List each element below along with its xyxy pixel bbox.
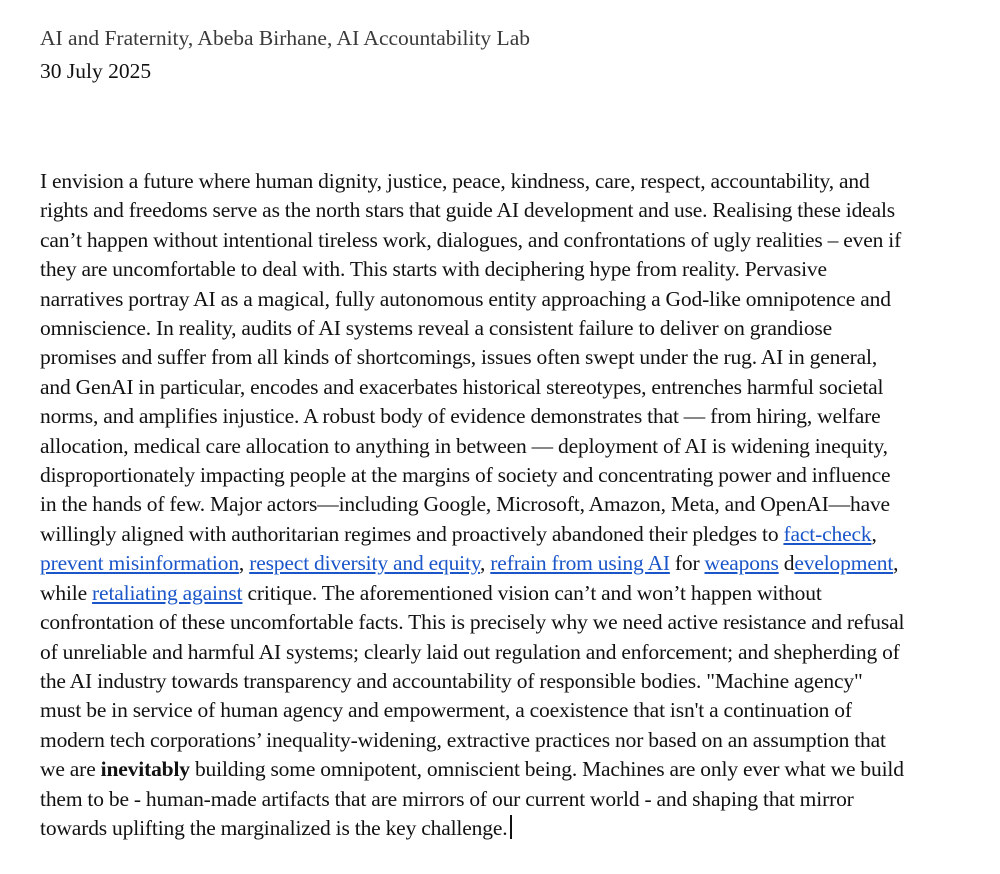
document-title: AI and Fraternity, Abeba Birhane, AI Accountability Lab [40, 26, 530, 50]
text-segment: for [669, 551, 705, 576]
text-segment: , [480, 551, 491, 576]
text-cursor [510, 815, 512, 839]
text-line: I envision a future where human dignity, justice, peace, kindness, care, respect, accountability, and [40, 169, 870, 193]
text-line: rights and freedoms serve as the north stars that guide AI development and use. Realising these ideals [40, 198, 896, 223]
text-segment: we are [40, 757, 101, 782]
text-line [40, 579, 970, 608]
text-segment: , [238, 551, 250, 576]
link-development[interactable]: evelopment [794, 551, 894, 576]
link-prevent-misinformation[interactable]: prevent misinformation [40, 551, 239, 576]
text-segment: while [40, 580, 93, 605]
text-line: omniscience. In reality, audits of AI systems reveal a consistent failure to deliver on grandiose [40, 316, 833, 341]
text-segment: d [778, 551, 795, 576]
text-segment: willingly aligned with authoritarian regimes and proactively abandoned their pledges to [40, 521, 784, 546]
text-line [40, 814, 970, 843]
text-segment: , [871, 521, 877, 546]
text-segment: critique. The aforementioned vision can’t and won’t happen without [242, 580, 822, 605]
link-retaliating-against[interactable]: retaliating against [92, 580, 243, 605]
document-date: 30 July 2025 [40, 59, 152, 83]
text-line: promises and suffer from all kinds of shortcomings, issues often swept under the rug. AI in general, [40, 345, 878, 370]
text-line: them to be - human-made artifacts that are mirrors of our current world - and shaping that mirror [40, 786, 854, 811]
text-line: and GenAI in particular, encodes and exacerbates historical stereotypes, entrenches harmful societal [40, 374, 884, 399]
text-line [40, 520, 970, 549]
text-line: can’t happen without intentional tireless work, dialogues, and confrontations of ugly realities – even if [40, 227, 902, 252]
text-line: confrontation of these uncomfortable facts. This is precisely why we need active resistance and refusal [40, 610, 905, 635]
text-line: they are uncomfortable to deal with. This starts with deciphering hype from reality. Pervasive [40, 257, 827, 282]
text-segment: , [893, 551, 899, 576]
text-line: the AI industry towards transparency and accountability of responsible bodies. "Machine agency" [40, 668, 863, 693]
text-line: norms, and amplifies injustice. A robust body of evidence demonstrates that — from hiring, welfare [40, 404, 881, 429]
text-line: disproportionately impacting people at the margins of society and concentrating power and influence [40, 463, 891, 488]
text-line [40, 755, 970, 784]
text-line: of unreliable and harmful AI systems; clearly laid out regulation and enforcement; and shepherding of [40, 639, 900, 664]
bold-emphasis: inevitably [100, 757, 190, 782]
text-segment: building some omnipotent, omniscient being. Machines are only ever what we build [189, 757, 904, 782]
text-line: allocation, medical care allocation to anything in between — deployment of AI is widening inequity, [40, 433, 888, 458]
text-segment: towards uplifting the marginalized is the key challenge. [40, 815, 508, 840]
link-fact-check[interactable]: fact-check [783, 521, 872, 546]
text-line: modern tech corporations’ inequality-widening, extractive practices nor based on an assumption that [40, 727, 886, 752]
text-line [40, 549, 970, 578]
text-line: in the hands of few. Major actors—including Google, Microsoft, Amazon, Meta, and OpenAI—have [40, 492, 890, 517]
link-weapons[interactable]: weapons [704, 551, 779, 576]
text-line: must be in service of human agency and empowerment, a coexistence that isn't a continuation of [40, 698, 852, 723]
link-respect-diversity-and-equity[interactable]: respect diversity and equity [249, 551, 481, 576]
link-refrain-from-using-ai[interactable]: refrain from using AI [490, 551, 670, 576]
document [40, 22, 970, 843]
body-paragraph[interactable] [40, 167, 970, 843]
text-line: narratives portray AI as a magical, fully autonomous entity approaching a God-like omnipotence and [40, 286, 891, 311]
